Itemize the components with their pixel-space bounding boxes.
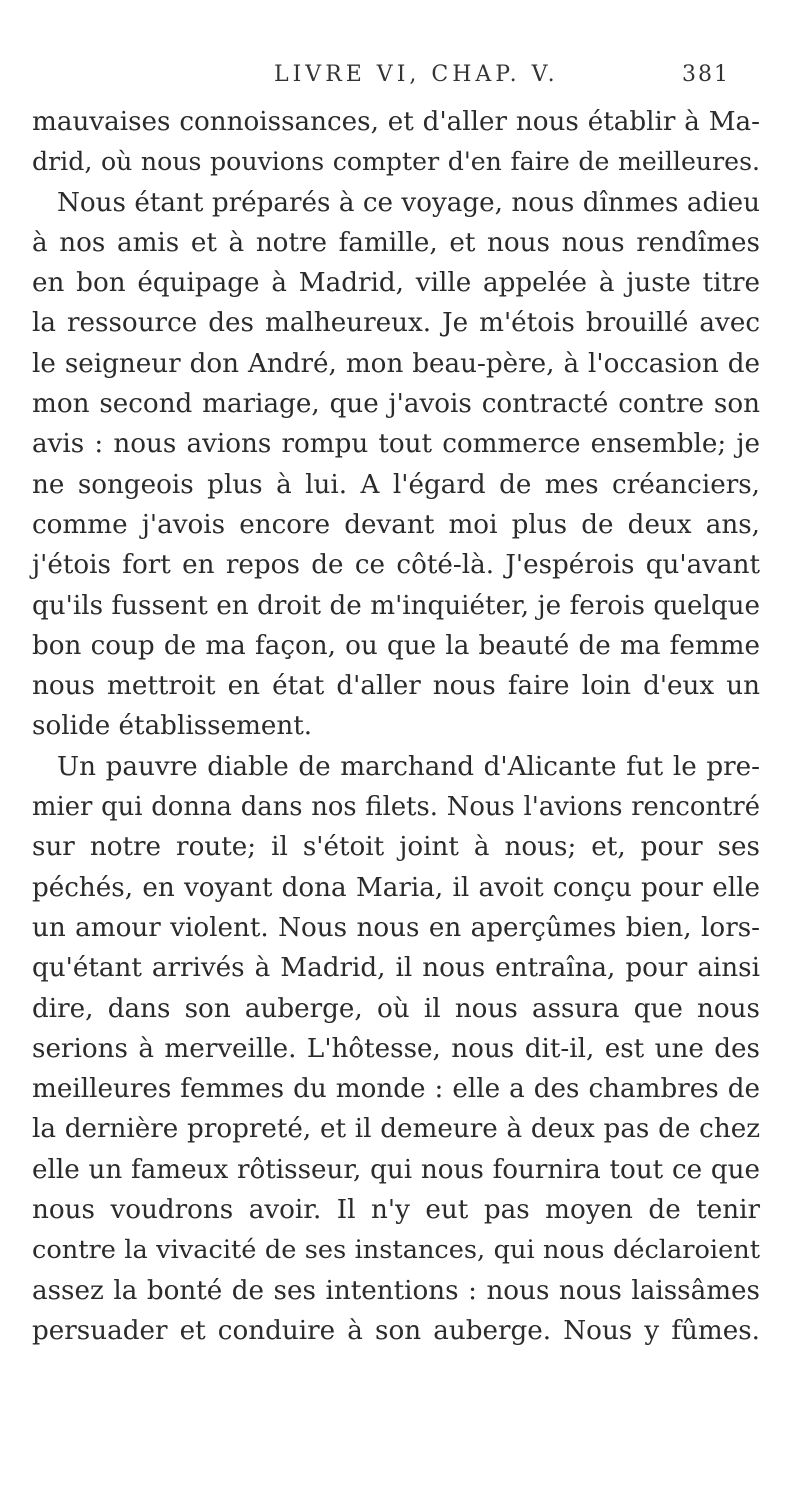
text-line: Un pauvre diable de marchand d'Alicante fut le pre- [57, 751, 760, 782]
text-line: la dernière propreté, et il demeure à deux pas de chez [32, 1114, 760, 1145]
text-line: persuader et conduire à son auberge. Nous y fûmes. [32, 1315, 760, 1346]
text-line: un amour violent. Nous nous en aperçûmes bien, lors- [32, 912, 760, 943]
text-line: mauvaises connoissances, et d'aller nous établir à Ma- [32, 107, 760, 137]
text-line: avis : nous avions rompu tout commerce ensemble; je [32, 429, 760, 460]
text-line: qu'ils fussent en droit de m'inquiéter, je ferois quelque [32, 590, 760, 621]
text-line: comme j'avois encore devant moi plus de deux ans, [32, 509, 760, 540]
text-line: la ressource des malheureux. Je m'étois brouillé avec [32, 308, 760, 339]
text-line: mier qui donna dans nos filets. Nous l'avions rencontré [32, 792, 760, 823]
page-header [250, 62, 730, 102]
text-line: dire, dans son auberge, où il nous assura que nous [32, 993, 760, 1024]
text-line: nous mettroit en état d'aller nous faire loin d'eux un [32, 671, 760, 702]
text-line: qu'étant arrivés à Madrid, il nous entraîna, pour ainsi [32, 953, 760, 984]
running-head: LIVRE VI, CHAP. V. [274, 62, 559, 87]
text-line: le seigneur don André, mon beau-père, à l'occasion de [32, 348, 760, 379]
text-line: solide établissement. [32, 711, 313, 742]
text-line: j'étois fort en repos de ce côté-là. J'espérois qu'avant [32, 550, 760, 581]
text-line: serions à merveille. L'hôtesse, nous dit-il, est une des [32, 1033, 760, 1064]
text-line: en bon équipage à Madrid, ville appelée à juste titre [32, 268, 760, 299]
text-line: à nos amis et à notre famille, et nous nous rendîmes [32, 227, 760, 258]
text-line: péchés, en voyant dona Maria, il avoit conçu pour elle [32, 872, 760, 903]
page-number: 381 [682, 62, 730, 87]
text-line: bon coup de ma façon, ou que la beauté de ma femme [32, 630, 760, 661]
text-line: nous voudrons avoir. Il n'y eut pas moyen de tenir [32, 1195, 760, 1226]
text-line: assez la bonté de ses intentions : nous nous laissâmes [32, 1275, 760, 1306]
body-text [32, 102, 760, 1351]
text-line: Nous étant préparés à ce voyage, nous dînmes adieu [57, 187, 760, 218]
text-line: ne songeois plus à lui. A l'égard de mes créanciers, [32, 469, 760, 500]
text-line: contre la vivacité de ses instances, qui nous déclaroient [32, 1235, 760, 1266]
text-line: drid, où nous pouvions compter d'en faire de meilleures. [32, 147, 760, 177]
text-line: meilleures femmes du monde : elle a des chambres de [32, 1074, 760, 1105]
text-line: elle un fameux rôtisseur, qui nous fournira tout ce que [32, 1154, 760, 1185]
text-line: mon second mariage, que j'avois contracté contre son [32, 389, 760, 420]
text-line: sur notre route; il s'étoit joint à nous; et, pour ses [32, 832, 760, 863]
